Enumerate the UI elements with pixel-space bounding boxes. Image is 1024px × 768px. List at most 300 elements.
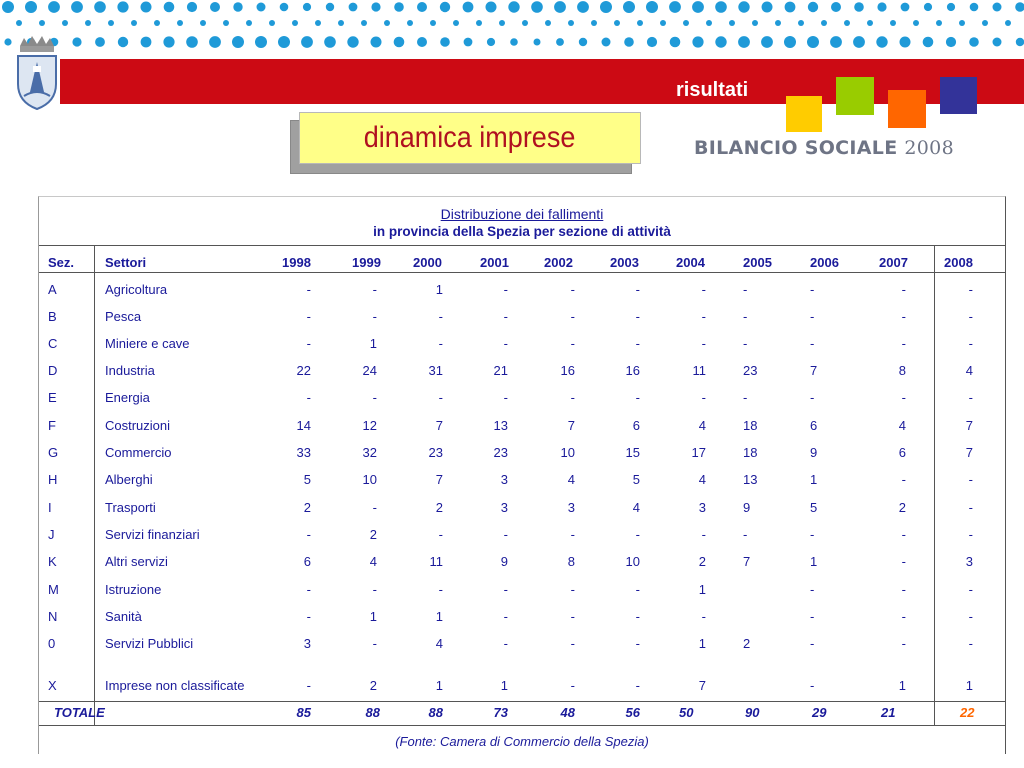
decorative-dot <box>577 1 589 13</box>
decorative-dot <box>292 20 298 26</box>
row-value: 32 <box>362 445 377 460</box>
row-value: - <box>901 554 906 569</box>
table-caption-title: Distribuzione dei fallimenti <box>440 206 604 222</box>
row-value: 9 <box>500 554 508 569</box>
decorative-dot <box>923 37 934 48</box>
row-value: 1 <box>810 554 818 569</box>
decorative-dot <box>62 20 68 26</box>
decorative-dot <box>853 36 865 48</box>
row-section-code: F <box>48 418 56 433</box>
row-value: - <box>635 527 640 542</box>
decorative-dot <box>371 2 380 11</box>
decorative-dot <box>1016 38 1024 46</box>
row-value: 5 <box>810 500 818 515</box>
decorative-dot <box>993 3 1002 12</box>
row-value: 2 <box>698 554 706 569</box>
row-value: - <box>306 609 311 624</box>
row-value: - <box>901 527 906 542</box>
decorative-dot <box>163 36 174 47</box>
row-value: - <box>438 390 443 405</box>
row-value: - <box>570 527 575 542</box>
decorative-dot <box>993 38 1002 47</box>
row-value: - <box>810 336 815 351</box>
decorative-dot <box>464 38 473 47</box>
row-value: - <box>372 309 377 324</box>
row-sector-name: Sanità <box>105 609 142 624</box>
row-value: - <box>901 390 906 405</box>
decorative-dot <box>315 20 321 26</box>
row-value: 33 <box>296 445 311 460</box>
row-value: - <box>968 336 973 351</box>
decorative-dot <box>85 20 91 26</box>
decorative-dot <box>108 20 114 26</box>
page-title: dinamica imprese <box>364 121 576 154</box>
totals-value: 73 <box>493 705 508 720</box>
row-value: - <box>810 309 815 324</box>
decorative-dot <box>200 20 206 26</box>
decorative-dot <box>715 1 727 13</box>
decorative-dot <box>417 2 427 12</box>
row-section-code: D <box>48 363 58 378</box>
decorative-dot <box>901 3 910 12</box>
decorative-dot <box>867 20 873 26</box>
column-header: 2008 <box>944 255 973 270</box>
column-header: 1998 <box>282 255 311 270</box>
decorative-dot <box>186 36 198 48</box>
decorative-dot <box>715 36 726 47</box>
decorative-dot <box>301 36 313 48</box>
decorative-dot <box>959 20 965 26</box>
row-section-code: A <box>48 282 57 297</box>
row-value: - <box>570 609 575 624</box>
decorative-dot <box>784 36 796 48</box>
row-value: - <box>503 527 508 542</box>
decorative-dot <box>554 1 566 13</box>
decorative-dot <box>761 36 773 48</box>
row-value: 2 <box>743 636 751 651</box>
row-value: 1 <box>500 678 508 693</box>
sez-column-divider <box>94 245 95 725</box>
decorative-dot <box>785 2 796 13</box>
row-value: - <box>306 678 311 693</box>
totals-value: 21 <box>881 705 896 720</box>
row-value: - <box>810 390 815 405</box>
row-value: - <box>570 390 575 405</box>
row-value: - <box>503 309 508 324</box>
decorative-dot <box>177 20 183 26</box>
decorative-dot <box>453 20 459 26</box>
row-value: 1 <box>435 609 443 624</box>
row-value: 1 <box>698 582 706 597</box>
decorative-dot <box>647 37 657 47</box>
decorative-dot <box>890 20 896 26</box>
row-value: 10 <box>362 472 377 487</box>
section-label: risultati <box>676 79 749 101</box>
decorative-dot <box>831 2 841 12</box>
totals-value: 85 <box>296 705 311 720</box>
row-value: 1 <box>898 678 906 693</box>
decorative-dot <box>118 37 128 47</box>
column-header: 1999 <box>352 255 381 270</box>
row-value: - <box>810 582 815 597</box>
city-crest-logo <box>14 36 60 110</box>
row-value: - <box>901 472 906 487</box>
row-value: - <box>743 336 748 351</box>
row-value: 3 <box>567 500 575 515</box>
decorative-dot <box>900 37 911 48</box>
decorative-dot <box>487 38 495 46</box>
column-header: 2006 <box>810 255 839 270</box>
totals-value: 48 <box>560 705 575 720</box>
totals-bottom-rule <box>39 725 1005 726</box>
row-value: - <box>810 636 815 651</box>
row-value: 17 <box>691 445 706 460</box>
decorative-dot <box>223 20 229 26</box>
row-value: 6 <box>898 445 906 460</box>
row-value: 31 <box>428 363 443 378</box>
decorative-dot <box>94 1 106 13</box>
row-sector-name: Altri servizi <box>105 554 168 569</box>
row-value: - <box>810 527 815 542</box>
row-value: 1 <box>435 282 443 297</box>
decorative-dot <box>371 37 382 48</box>
report-year: 2008 <box>904 137 954 159</box>
decorative-dot <box>1015 2 1024 12</box>
decorative-dot <box>568 20 574 26</box>
row-value: 3 <box>303 636 311 651</box>
row-value: - <box>701 282 706 297</box>
decorative-dot <box>913 20 919 26</box>
row-value: 23 <box>493 445 508 460</box>
row-value: 12 <box>362 418 377 433</box>
column-header: 2007 <box>879 255 908 270</box>
row-value: 22 <box>296 363 311 378</box>
row-sector-name: Costruzioni <box>105 418 171 433</box>
decorative-dot <box>269 20 275 26</box>
row-value: 7 <box>965 445 973 460</box>
row-value: - <box>438 336 443 351</box>
row-value: - <box>635 390 640 405</box>
decorative-dot <box>440 2 450 12</box>
row-value: 13 <box>743 472 758 487</box>
decorative-dot <box>141 2 152 13</box>
decorative-dot <box>982 20 988 26</box>
totals-value: 22 <box>960 705 975 720</box>
row-value: 5 <box>632 472 640 487</box>
row-value: 9 <box>743 500 751 515</box>
row-value: 15 <box>625 445 640 460</box>
decorative-dot <box>141 37 152 48</box>
decorative-dot <box>257 3 266 12</box>
decorative-dot <box>624 37 634 47</box>
decorative-dot <box>417 37 427 47</box>
decorative-dot <box>384 20 390 26</box>
decorative-dot <box>738 36 750 48</box>
row-value: 2 <box>435 500 443 515</box>
row-value: - <box>635 336 640 351</box>
row-value: - <box>570 309 575 324</box>
decorative-dot <box>947 3 955 11</box>
row-value: 18 <box>743 418 758 433</box>
decorative-dot <box>210 2 220 12</box>
row-value: 4 <box>698 418 706 433</box>
decorative-dot <box>762 2 773 13</box>
decorative-dot <box>278 36 290 48</box>
row-value: - <box>503 336 508 351</box>
totals-value: 50 <box>679 705 694 720</box>
row-value: 21 <box>493 363 508 378</box>
row-section-code: E <box>48 390 57 405</box>
row-value: - <box>306 282 311 297</box>
row-value: 2 <box>898 500 906 515</box>
decorative-dot <box>394 2 404 12</box>
row-value: 7 <box>810 363 818 378</box>
decorative-dot <box>614 20 620 26</box>
decorative-dot <box>877 2 886 11</box>
decorative-dot <box>660 20 666 26</box>
row-value: 3 <box>965 554 973 569</box>
row-value: - <box>635 582 640 597</box>
decorative-dot <box>545 20 551 26</box>
row-value: - <box>810 609 815 624</box>
decorative-dot <box>463 2 474 13</box>
row-value: - <box>810 282 815 297</box>
column-header: Settori <box>105 255 147 270</box>
header-red-band <box>60 59 1024 104</box>
bankruptcy-table-panel <box>38 196 1006 754</box>
row-value: - <box>968 527 973 542</box>
decorative-dot <box>646 1 658 13</box>
row-value: 1 <box>369 609 377 624</box>
row-value: 10 <box>560 445 575 460</box>
row-value: - <box>438 309 443 324</box>
row-value: - <box>901 336 906 351</box>
column-header: 2003 <box>610 255 639 270</box>
decorative-dot <box>338 20 344 26</box>
row-sector-name: Trasporti <box>105 500 156 515</box>
row-section-code: K <box>48 554 57 569</box>
totals-value: 90 <box>745 705 760 720</box>
decorative-dot <box>522 20 528 26</box>
row-value: 1 <box>698 636 706 651</box>
row-value: - <box>372 636 377 651</box>
totals-value: 29 <box>812 705 827 720</box>
row-sector-name: Servizi finanziari <box>105 527 200 542</box>
decorative-dot <box>798 20 804 26</box>
row-value: - <box>503 609 508 624</box>
decorative-dot <box>209 36 221 48</box>
decorative-dot <box>499 20 505 26</box>
decorative-dot <box>71 1 83 13</box>
decorative-dot <box>1005 20 1011 26</box>
decorative-dot <box>692 1 704 13</box>
row-value: 23 <box>743 363 758 378</box>
yellow-square <box>786 96 822 132</box>
row-value: - <box>570 336 575 351</box>
decorative-dot <box>510 38 518 46</box>
row-sector-name: Istruzione <box>105 582 162 597</box>
table-source-note: (Fonte: Camera di Commercio della Spezia) <box>395 734 649 749</box>
decorative-dot <box>361 20 367 26</box>
row-value: 9 <box>810 445 818 460</box>
decorative-dot <box>349 3 358 12</box>
row-value: - <box>701 609 706 624</box>
row-section-code: X <box>48 678 57 693</box>
decorative-dot <box>830 36 842 48</box>
row-value: - <box>635 636 640 651</box>
row-value: - <box>968 309 973 324</box>
decorative-dot <box>324 36 336 48</box>
row-value: 4 <box>435 636 443 651</box>
decorative-dot <box>807 36 819 48</box>
page-title-box <box>299 112 641 164</box>
row-value: - <box>901 282 906 297</box>
decorative-dot <box>924 3 932 11</box>
row-value: 7 <box>435 418 443 433</box>
decorative-dot <box>876 36 887 47</box>
decorative-dot <box>752 20 758 26</box>
decorative-dot <box>440 37 450 47</box>
row-value: 6 <box>810 418 818 433</box>
row-section-code: M <box>48 582 59 597</box>
decorative-dot <box>232 36 244 48</box>
row-value: 1 <box>965 678 973 693</box>
row-value: - <box>968 609 973 624</box>
row-value: - <box>503 636 508 651</box>
row-section-code: H <box>48 472 58 487</box>
row-sector-name: Miniere e cave <box>105 336 190 351</box>
row-value: - <box>570 636 575 651</box>
decorative-dot <box>164 2 175 13</box>
decorative-dot <box>591 20 597 26</box>
row-section-code: 0 <box>48 636 56 651</box>
decorative-dot <box>936 20 942 26</box>
row-section-code: N <box>48 609 58 624</box>
row-value: - <box>968 472 973 487</box>
row-value: - <box>372 282 377 297</box>
row-value: - <box>503 282 508 297</box>
row-value: - <box>968 582 973 597</box>
decorative-dot <box>280 3 289 12</box>
table-caption-subtitle: in provincia della Spezia per sezione di attività <box>373 224 671 239</box>
decorative-dot <box>326 3 334 11</box>
decorative-dot <box>303 3 311 11</box>
row-value: - <box>503 582 508 597</box>
row-value: - <box>635 609 640 624</box>
decorative-dot <box>775 20 781 26</box>
decorative-dot <box>970 3 979 12</box>
decorative-dot <box>25 1 37 13</box>
decorative-dot <box>969 37 979 47</box>
row-value: 7 <box>435 472 443 487</box>
row-value: - <box>438 582 443 597</box>
row-sector-name: Imprese non classificate <box>105 678 245 693</box>
row-section-code: G <box>48 445 59 460</box>
green-square <box>836 77 874 115</box>
row-value: 3 <box>500 472 508 487</box>
row-value: - <box>372 500 377 515</box>
row-value: 5 <box>303 472 311 487</box>
decorative-dot <box>394 37 405 48</box>
decorative-dot <box>407 20 413 26</box>
row-value: 4 <box>898 418 906 433</box>
decorative-dot <box>670 37 681 48</box>
row-sector-name: Servizi Pubblici <box>105 636 194 651</box>
decorative-dot <box>637 20 643 26</box>
decorative-dot <box>246 20 252 26</box>
decorative-dot <box>72 37 81 46</box>
decorative-dot <box>347 36 358 47</box>
row-value: - <box>701 390 706 405</box>
decorative-dot <box>48 1 60 13</box>
row-value: - <box>901 636 906 651</box>
row-value: - <box>372 582 377 597</box>
row-value: 18 <box>743 445 758 460</box>
row-value: 7 <box>965 418 973 433</box>
row-value: - <box>701 336 706 351</box>
row-sector-name: Industria <box>105 363 155 378</box>
row-value: - <box>570 282 575 297</box>
decorative-dot <box>255 36 267 48</box>
row-value: 14 <box>296 418 311 433</box>
decorative-dot <box>844 20 850 26</box>
row-value: - <box>968 636 973 651</box>
decorative-dot <box>16 20 22 26</box>
row-value: - <box>306 390 311 405</box>
row-value: 7 <box>743 554 751 569</box>
totals-value: 88 <box>428 705 443 720</box>
row-value: - <box>306 527 311 542</box>
row-value: 3 <box>500 500 508 515</box>
decorative-dot <box>486 2 497 13</box>
row-value: - <box>635 309 640 324</box>
row-value: - <box>570 582 575 597</box>
row-value: - <box>306 582 311 597</box>
column-header: 2004 <box>676 255 705 270</box>
row-sector-name: Agricoltura <box>105 282 168 297</box>
row-value: - <box>701 309 706 324</box>
totals-top-rule <box>39 701 1005 702</box>
decorative-dot <box>534 39 541 46</box>
totals-value: 88 <box>365 705 380 720</box>
report-title-text: BILANCIO SOCIALE <box>694 137 898 159</box>
decorative-dot <box>579 38 587 46</box>
row-sector-name: Commercio <box>105 445 172 460</box>
report-title <box>694 137 954 159</box>
row-value: - <box>901 609 906 624</box>
row-value: 23 <box>428 445 443 460</box>
row-value: 13 <box>493 418 508 433</box>
decorative-dot <box>623 1 635 13</box>
row-sector-name: Alberghi <box>105 472 153 487</box>
row-value: 24 <box>362 363 377 378</box>
header-top-rule <box>39 245 1005 246</box>
row-value: 16 <box>625 363 640 378</box>
row-value: - <box>901 309 906 324</box>
row-value: 1 <box>435 678 443 693</box>
row-value: - <box>743 527 748 542</box>
row-value: 8 <box>567 554 575 569</box>
row-value: - <box>743 309 748 324</box>
totals-label: TOTALE <box>54 705 105 720</box>
row-value: 6 <box>303 554 311 569</box>
row-sector-name: Energia <box>105 390 150 405</box>
decorative-dot <box>692 36 703 47</box>
row-value: - <box>701 527 706 542</box>
decorative-dot <box>738 1 749 12</box>
row-value: - <box>372 390 377 405</box>
decorative-dot <box>808 2 818 12</box>
